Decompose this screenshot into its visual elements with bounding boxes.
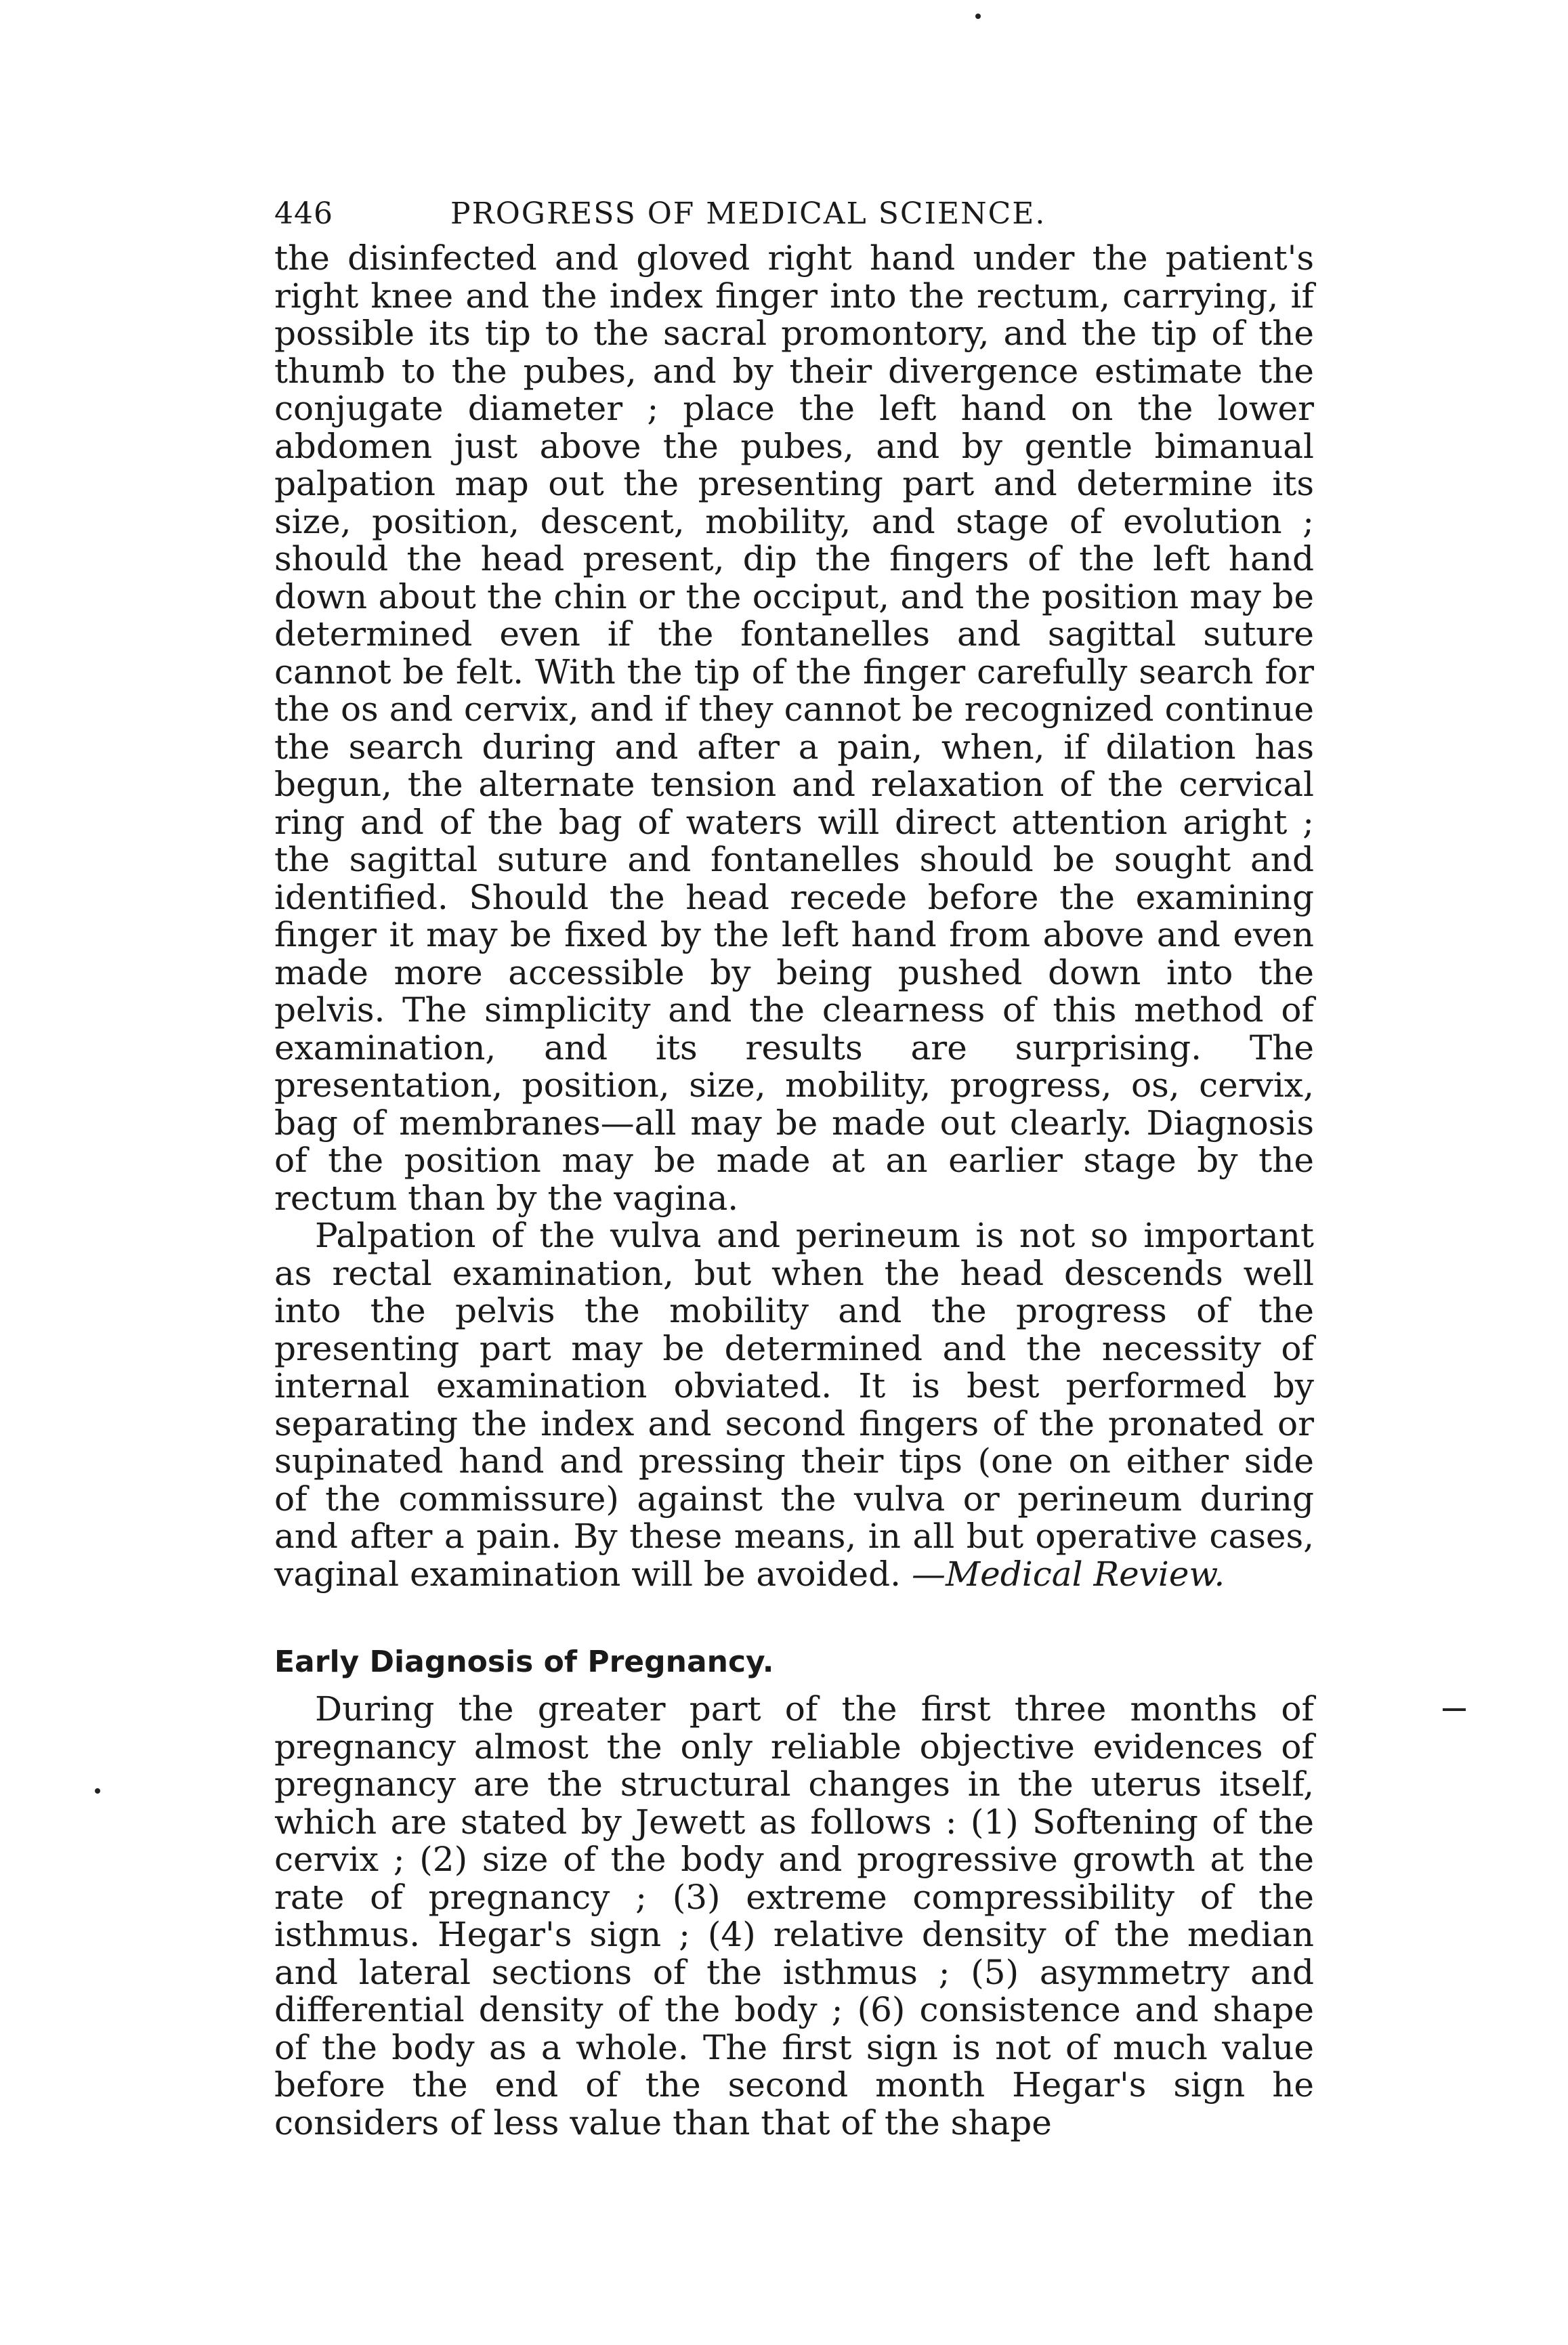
book-page xyxy=(274,196,1314,2142)
paragraph-vulva-palpation xyxy=(274,1217,1314,1593)
running-head xyxy=(274,196,1314,240)
paragraph-early-diagnosis: During the greater part of the first three months of pregnancy almost the only reliable objective evidences of pregnancy are the structural changes in the uterus itself, which are stated by Jewett as follows : (1) Softening of the cervix ; (2) size of the body and progressive growth at the rate of pregnancy ; (3) extreme compressibility of the isthmus. Hegar's sign ; (4) relative density of the median and lateral sections of the isthmus ; (5) asymmetry and differential density of the body ; (6) consistence and shape of the body as a whole. The first sign is not of much value before the end of the second month Hegar's sign he considers of less value than that of the shape xyxy=(274,1689,1314,2142)
running-title: PROGRESS OF MEDICAL SCIENCE. xyxy=(450,196,1046,231)
paragraph-vulva-palpation-text: Palpation of the vulva and perineum is not so important as rectal examination, but when the head descends well into the pelvis the mobility and the progress of the presenting part may be determined and the necessity of internal examination obviated. It is best performed by separating the index and second fingers of the pronated or supinated hand and pressing their tips (one on either side of the commissure) against the vulva or perineum during and after a pain. By these means, in all but operative cases, vaginal examination will be avoided. xyxy=(274,1216,1314,1594)
paragraph-rectal-examination: the disinfected and gloved right hand under the patient's right knee and the index finger into the rectum, carrying, if possible its tip to the sacral promontory, and the tip of the thumb to the pubes, and by their divergence estimate the conjugate diameter ; place the left hand on the lower abdomen just above the pubes, and by gentle bimanual palpation map out the presenting part and determine its size, position, descent, mobility, and stage of evolution ; should the head present, dip the fingers of the left hand down about the chin or the occiput, and the position may be determined even if the fontanelles and sagittal suture cannot be felt. With the tip of the finger carefully search for the os and cervix, and if they cannot be recognized continue the search during and after a pain, when, if dilation has begun, the alternate tension and relaxation of the cervical ring and of the bag of waters will direct attention aright ; the sagittal suture and fontanelles should be sought and identified. Should the head recede before the examining finger it may be fixed by the left hand from above and even made more accessible by being pushed down into the pelvis. The simplicity and the clearness of this method of examination, and its results are surprising. The presentation, position, size, mobility, progress, os, cervix, bag of membranes—all may be made out clearly. Diagnosis of the position may be made at an earlier stage by the rectum than by the vagina. xyxy=(274,238,1314,1218)
page-number: 446 xyxy=(274,196,333,231)
stray-mark-right xyxy=(1443,1708,1466,1711)
stray-mark-left xyxy=(95,1788,100,1794)
section-heading: Early Diagnosis of Pregnancy. xyxy=(274,1645,774,1679)
body-text xyxy=(274,240,1314,2142)
citation-medical-review: —Medical Review. xyxy=(911,1554,1225,1594)
stray-mark-top xyxy=(975,14,981,19)
